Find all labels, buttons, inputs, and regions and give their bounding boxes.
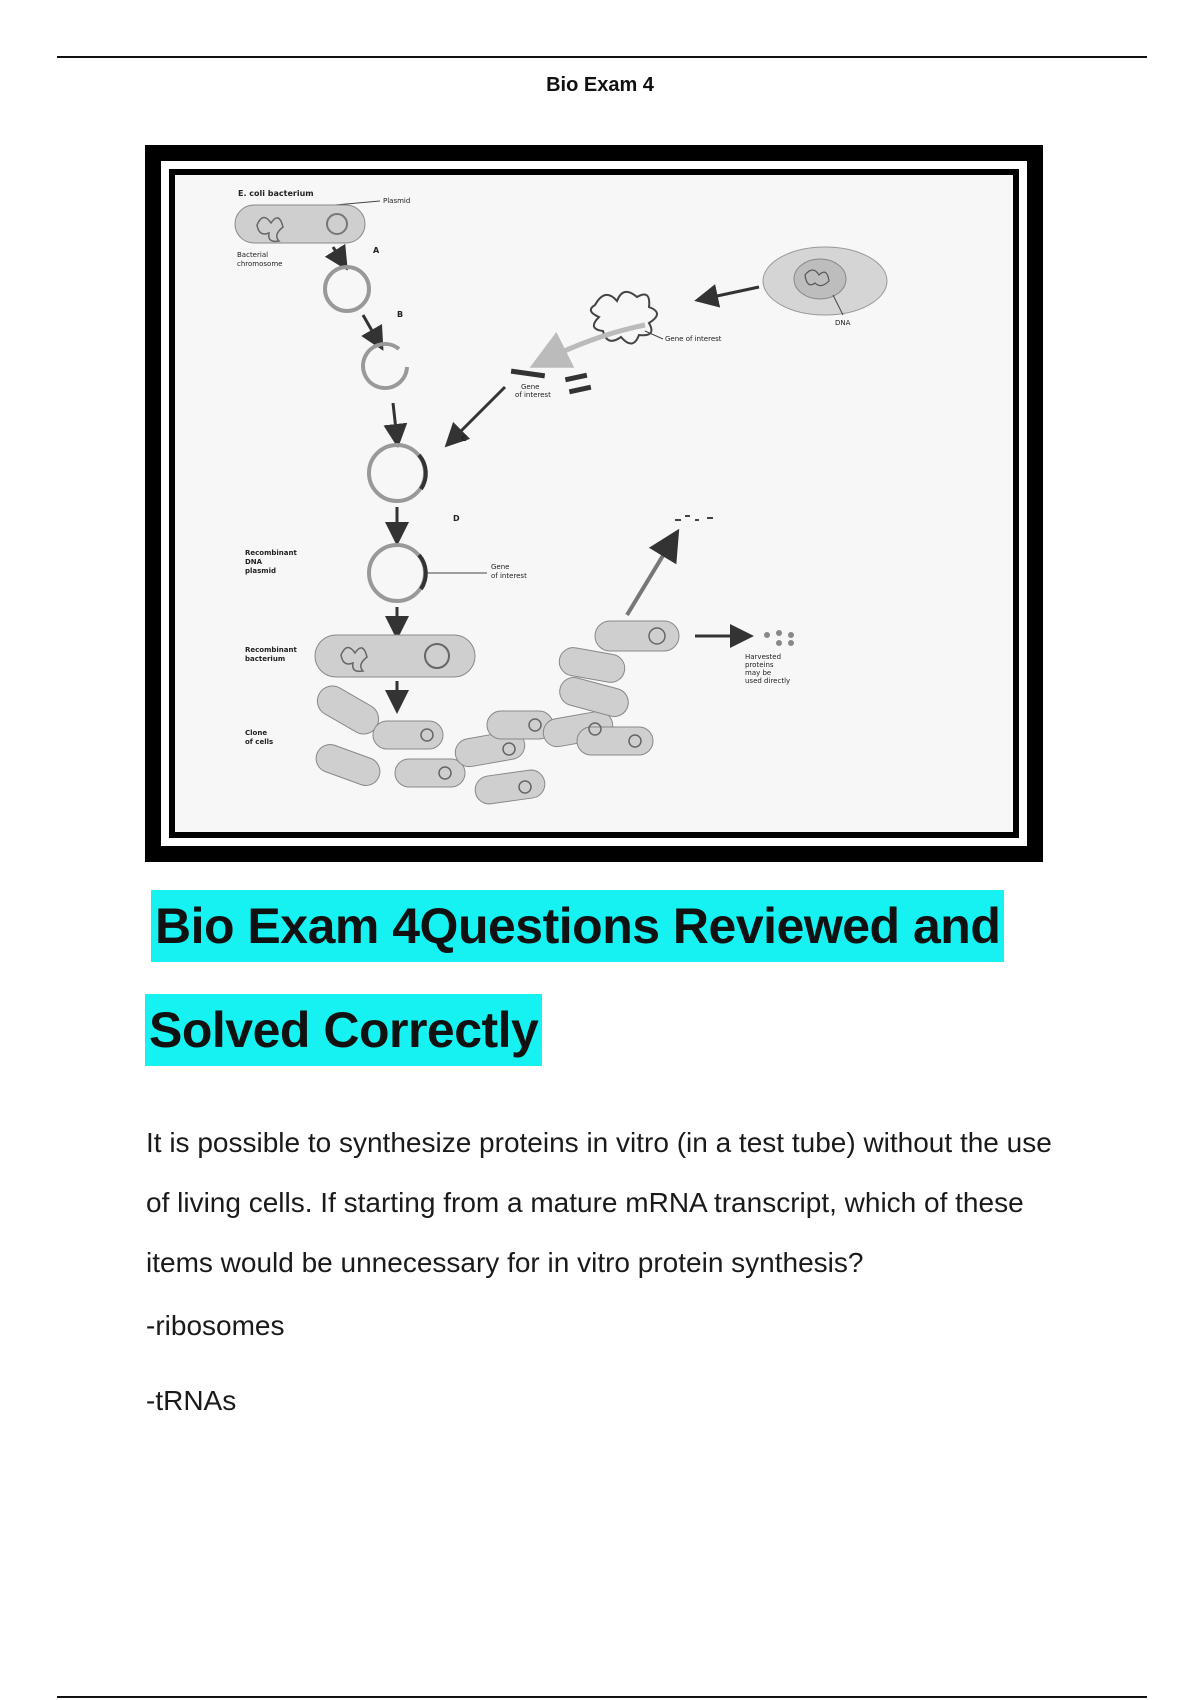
genetic-engineering-figure bbox=[145, 145, 1043, 862]
label-bacterial-chromosome-2: chromosome bbox=[237, 260, 283, 268]
running-header: Bio Exam 4 bbox=[546, 74, 654, 96]
label-gene-of-interest-top: Gene of interest bbox=[665, 335, 722, 343]
label-step-d: D bbox=[453, 514, 460, 523]
document-title bbox=[145, 890, 1065, 1066]
label-clone-2: of cells bbox=[245, 738, 274, 746]
footer-rule bbox=[57, 1696, 1147, 1698]
label-gene-right-2: of interest bbox=[491, 572, 527, 580]
recombining-plasmid bbox=[369, 445, 425, 501]
figure-mat bbox=[161, 161, 1027, 846]
label-gene-right-1: Gene bbox=[491, 563, 510, 571]
recombinant-plasmid bbox=[369, 545, 425, 601]
label-clone-1: Clone bbox=[245, 729, 268, 737]
label-ecoli: E. coli bacterium bbox=[238, 189, 314, 198]
cloning-diagram bbox=[175, 175, 1013, 832]
label-recombinant-dna-1: Recombinant bbox=[245, 549, 297, 557]
label-dna: DNA bbox=[835, 319, 851, 327]
label-harvested-3: may be bbox=[745, 669, 772, 677]
isolated-plasmid bbox=[325, 267, 369, 311]
option-ribosomes: -ribosomes bbox=[146, 1310, 285, 1341]
label-bacterial-chromosome-1: Bacterial bbox=[237, 251, 269, 259]
label-step-b: B bbox=[397, 310, 404, 319]
label-harvested-2: proteins bbox=[745, 661, 774, 669]
header-rule bbox=[57, 56, 1147, 58]
figure-inner-border bbox=[169, 169, 1019, 838]
label-recombinant-dna-3: plasmid bbox=[245, 567, 277, 575]
label-step-c: C bbox=[461, 434, 467, 443]
title-line-1: Bio Exam 4Questions Reviewed and bbox=[151, 890, 1004, 962]
cut-plasmid bbox=[363, 344, 407, 388]
label-recombinant-dna-2: DNA bbox=[245, 558, 263, 566]
question-text: It is possible to synthesize proteins in vitro (in a test tube) without the use of living cells. If starting from a mature mRNA transcript, which of these items would be unnecessary for in vitro protein synthesis? bbox=[146, 1127, 1052, 1278]
label-step-a: A bbox=[373, 246, 380, 255]
label-recombinant-bacterium-1: Recombinant bbox=[245, 646, 297, 654]
recombinant-bacterium bbox=[315, 635, 475, 677]
ecoli-cell bbox=[235, 205, 365, 243]
label-harvested-1: Harvested bbox=[745, 653, 782, 661]
label-gene-mid-1: Gene bbox=[521, 383, 540, 391]
label-recombinant-bacterium-2: bacterium bbox=[245, 655, 286, 663]
label-plasmid: Plasmid bbox=[383, 197, 411, 205]
label-harvested-4: used directly bbox=[745, 677, 791, 685]
figure-canvas bbox=[175, 175, 1013, 832]
option-trnas: -tRNAs bbox=[146, 1385, 237, 1416]
title-line-2: Solved Correctly bbox=[145, 994, 542, 1066]
label-gene-mid-2: of interest bbox=[515, 391, 551, 399]
